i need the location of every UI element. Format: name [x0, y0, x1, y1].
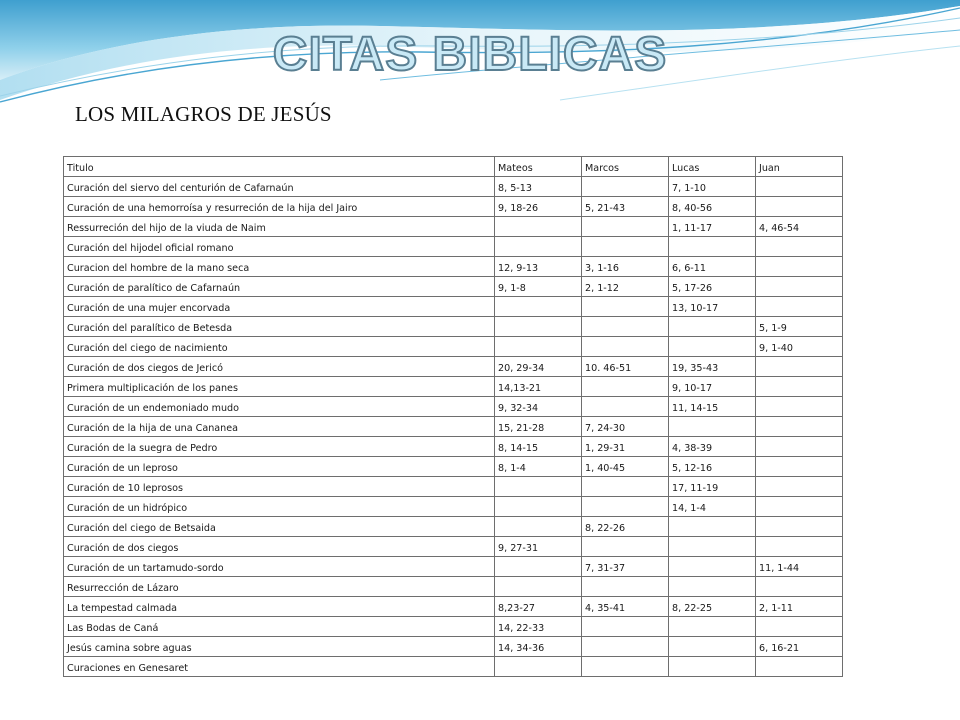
cell-titulo: Las Bodas de Caná — [64, 617, 495, 637]
cell-marcos — [582, 477, 669, 497]
cell-titulo: Curación de dos ciegos de Jericó — [64, 357, 495, 377]
table-row — [64, 497, 843, 517]
cell-mateos: 9, 32-34 — [495, 397, 582, 417]
table-row — [64, 357, 843, 377]
cell-lucas — [669, 337, 756, 357]
miracles-citation-table — [63, 156, 843, 677]
cell-lucas — [669, 237, 756, 257]
table-row — [64, 617, 843, 637]
cell-mateos: 9, 27-31 — [495, 537, 582, 557]
cell-titulo: Curación de una hemorroísa y resurreción de la hija del Jairo — [64, 197, 495, 217]
cell-lucas: 14, 1-4 — [669, 497, 756, 517]
cell-juan — [756, 177, 843, 197]
cell-marcos: 1, 29-31 — [582, 437, 669, 457]
table-row — [64, 517, 843, 537]
cell-marcos — [582, 657, 669, 677]
cell-mateos — [495, 657, 582, 677]
cell-mateos: 14, 34-36 — [495, 637, 582, 657]
cell-mateos: 8, 14-15 — [495, 437, 582, 457]
cell-juan — [756, 237, 843, 257]
cell-juan: 9, 1-40 — [756, 337, 843, 357]
table-row — [64, 657, 843, 677]
cell-mateos: 14, 22-33 — [495, 617, 582, 637]
cell-marcos — [582, 397, 669, 417]
table-row — [64, 377, 843, 397]
cell-marcos — [582, 637, 669, 657]
table-row — [64, 337, 843, 357]
slide-title-text: CITAS BIBLICAS — [272, 28, 668, 81]
cell-marcos — [582, 537, 669, 557]
cell-lucas: 19, 35-43 — [669, 357, 756, 377]
cell-lucas: 8, 40-56 — [669, 197, 756, 217]
cell-juan — [756, 537, 843, 557]
table-row — [64, 217, 843, 237]
cell-titulo: Curación de una mujer encorvada — [64, 297, 495, 317]
table-row — [64, 437, 843, 457]
header-juan: Juan — [756, 157, 843, 177]
table-row — [64, 597, 843, 617]
cell-titulo: Curación de la suegra de Pedro — [64, 437, 495, 457]
table-row — [64, 577, 843, 597]
table-row — [64, 237, 843, 257]
header-lucas: Lucas — [669, 157, 756, 177]
cell-titulo: Curación de un leproso — [64, 457, 495, 477]
cell-mateos: 9, 18-26 — [495, 197, 582, 217]
cell-lucas — [669, 617, 756, 637]
table-row — [64, 197, 843, 217]
cell-mateos — [495, 297, 582, 317]
cell-titulo: Curación de 10 leprosos — [64, 477, 495, 497]
cell-mateos — [495, 317, 582, 337]
cell-titulo: Curación de la hija de una Cananea — [64, 417, 495, 437]
cell-marcos: 4, 35-41 — [582, 597, 669, 617]
cell-lucas: 1, 11-17 — [669, 217, 756, 237]
cell-mateos: 9, 1-8 — [495, 277, 582, 297]
cell-titulo: Curaciones en Genesaret — [64, 657, 495, 677]
cell-lucas — [669, 657, 756, 677]
cell-lucas — [669, 557, 756, 577]
cell-juan — [756, 477, 843, 497]
table-row — [64, 257, 843, 277]
table-row — [64, 177, 843, 197]
cell-juan: 6, 16-21 — [756, 637, 843, 657]
cell-marcos — [582, 177, 669, 197]
cell-mateos — [495, 577, 582, 597]
cell-marcos: 3, 1-16 — [582, 257, 669, 277]
cell-titulo: Curación del paralítico de Betesda — [64, 317, 495, 337]
cell-mateos: 8, 1-4 — [495, 457, 582, 477]
cell-juan — [756, 357, 843, 377]
cell-lucas: 11, 14-15 — [669, 397, 756, 417]
cell-juan — [756, 277, 843, 297]
cell-marcos: 10. 46-51 — [582, 357, 669, 377]
slide-title — [272, 22, 668, 82]
cell-marcos: 1, 40-45 — [582, 457, 669, 477]
cell-marcos — [582, 317, 669, 337]
table-row — [64, 457, 843, 477]
cell-marcos: 2, 1-12 — [582, 277, 669, 297]
cell-titulo: Curación del ciego de nacimiento — [64, 337, 495, 357]
cell-marcos — [582, 617, 669, 637]
cell-marcos: 7, 24-30 — [582, 417, 669, 437]
cell-marcos: 5, 21-43 — [582, 197, 669, 217]
cell-juan: 4, 46-54 — [756, 217, 843, 237]
cell-juan — [756, 257, 843, 277]
cell-mateos — [495, 217, 582, 237]
cell-marcos — [582, 237, 669, 257]
cell-lucas — [669, 537, 756, 557]
cell-titulo: Curación del hijodel oficial romano — [64, 237, 495, 257]
cell-lucas: 6, 6-11 — [669, 257, 756, 277]
cell-juan — [756, 197, 843, 217]
cell-titulo: Jesús camina sobre aguas — [64, 637, 495, 657]
cell-marcos: 7, 31-37 — [582, 557, 669, 577]
cell-juan — [756, 657, 843, 677]
cell-marcos — [582, 337, 669, 357]
header-marcos: Marcos — [582, 157, 669, 177]
cell-lucas: 4, 38-39 — [669, 437, 756, 457]
cell-lucas: 13, 10-17 — [669, 297, 756, 317]
cell-juan — [756, 517, 843, 537]
cell-juan — [756, 617, 843, 637]
header-mateos: Mateos — [495, 157, 582, 177]
cell-titulo: Curación de un tartamudo-sordo — [64, 557, 495, 577]
cell-titulo: Curación del ciego de Betsaida — [64, 517, 495, 537]
table-row — [64, 397, 843, 417]
cell-lucas: 7, 1-10 — [669, 177, 756, 197]
cell-marcos — [582, 377, 669, 397]
cell-lucas: 9, 10-17 — [669, 377, 756, 397]
cell-mateos: 20, 29-34 — [495, 357, 582, 377]
table-body — [64, 177, 843, 677]
table-row — [64, 277, 843, 297]
cell-marcos: 8, 22-26 — [582, 517, 669, 537]
cell-marcos — [582, 497, 669, 517]
table-row — [64, 417, 843, 437]
cell-lucas — [669, 577, 756, 597]
cell-marcos — [582, 217, 669, 237]
cell-marcos — [582, 297, 669, 317]
cell-titulo: La tempestad calmada — [64, 597, 495, 617]
table-row — [64, 317, 843, 337]
cell-marcos — [582, 577, 669, 597]
cell-lucas — [669, 417, 756, 437]
cell-juan — [756, 417, 843, 437]
cell-juan: 11, 1-44 — [756, 557, 843, 577]
cell-lucas: 5, 12-16 — [669, 457, 756, 477]
table-row — [64, 557, 843, 577]
cell-juan — [756, 497, 843, 517]
cell-lucas: 17, 11-19 — [669, 477, 756, 497]
slide-subtitle: LOS MILAGROS DE JESÚS — [75, 102, 332, 126]
cell-lucas: 5, 17-26 — [669, 277, 756, 297]
cell-juan — [756, 397, 843, 417]
cell-mateos — [495, 337, 582, 357]
cell-mateos: 15, 21-28 — [495, 417, 582, 437]
cell-titulo: Curación del siervo del centurión de Cafarnaún — [64, 177, 495, 197]
cell-juan: 5, 1-9 — [756, 317, 843, 337]
cell-titulo: Primera multiplicación de los panes — [64, 377, 495, 397]
cell-juan — [756, 377, 843, 397]
cell-titulo: Resurrección de Lázaro — [64, 577, 495, 597]
cell-titulo: Curación de paralítico de Cafarnaún — [64, 277, 495, 297]
cell-mateos: 8, 5-13 — [495, 177, 582, 197]
cell-lucas: 8, 22-25 — [669, 597, 756, 617]
table-row — [64, 637, 843, 657]
cell-mateos — [495, 497, 582, 517]
cell-juan — [756, 457, 843, 477]
cell-titulo: Curación de un hidrópico — [64, 497, 495, 517]
table-header-row — [64, 157, 843, 177]
cell-lucas — [669, 637, 756, 657]
table-row — [64, 297, 843, 317]
header-titulo: Titulo — [64, 157, 495, 177]
cell-juan — [756, 577, 843, 597]
cell-lucas — [669, 317, 756, 337]
cell-titulo: Curación de un endemoniado mudo — [64, 397, 495, 417]
cell-juan: 2, 1-11 — [756, 597, 843, 617]
cell-titulo: Ressurreción del hijo de la viuda de Naim — [64, 217, 495, 237]
cell-mateos — [495, 477, 582, 497]
cell-mateos — [495, 517, 582, 537]
table-row — [64, 477, 843, 497]
cell-juan — [756, 297, 843, 317]
cell-titulo: Curación de dos ciegos — [64, 537, 495, 557]
cell-mateos: 12, 9-13 — [495, 257, 582, 277]
cell-titulo: Curacion del hombre de la mano seca — [64, 257, 495, 277]
cell-lucas — [669, 517, 756, 537]
cell-mateos: 14,13-21 — [495, 377, 582, 397]
cell-mateos — [495, 557, 582, 577]
cell-mateos — [495, 237, 582, 257]
cell-mateos: 8,23-27 — [495, 597, 582, 617]
cell-juan — [756, 437, 843, 457]
table-row — [64, 537, 843, 557]
